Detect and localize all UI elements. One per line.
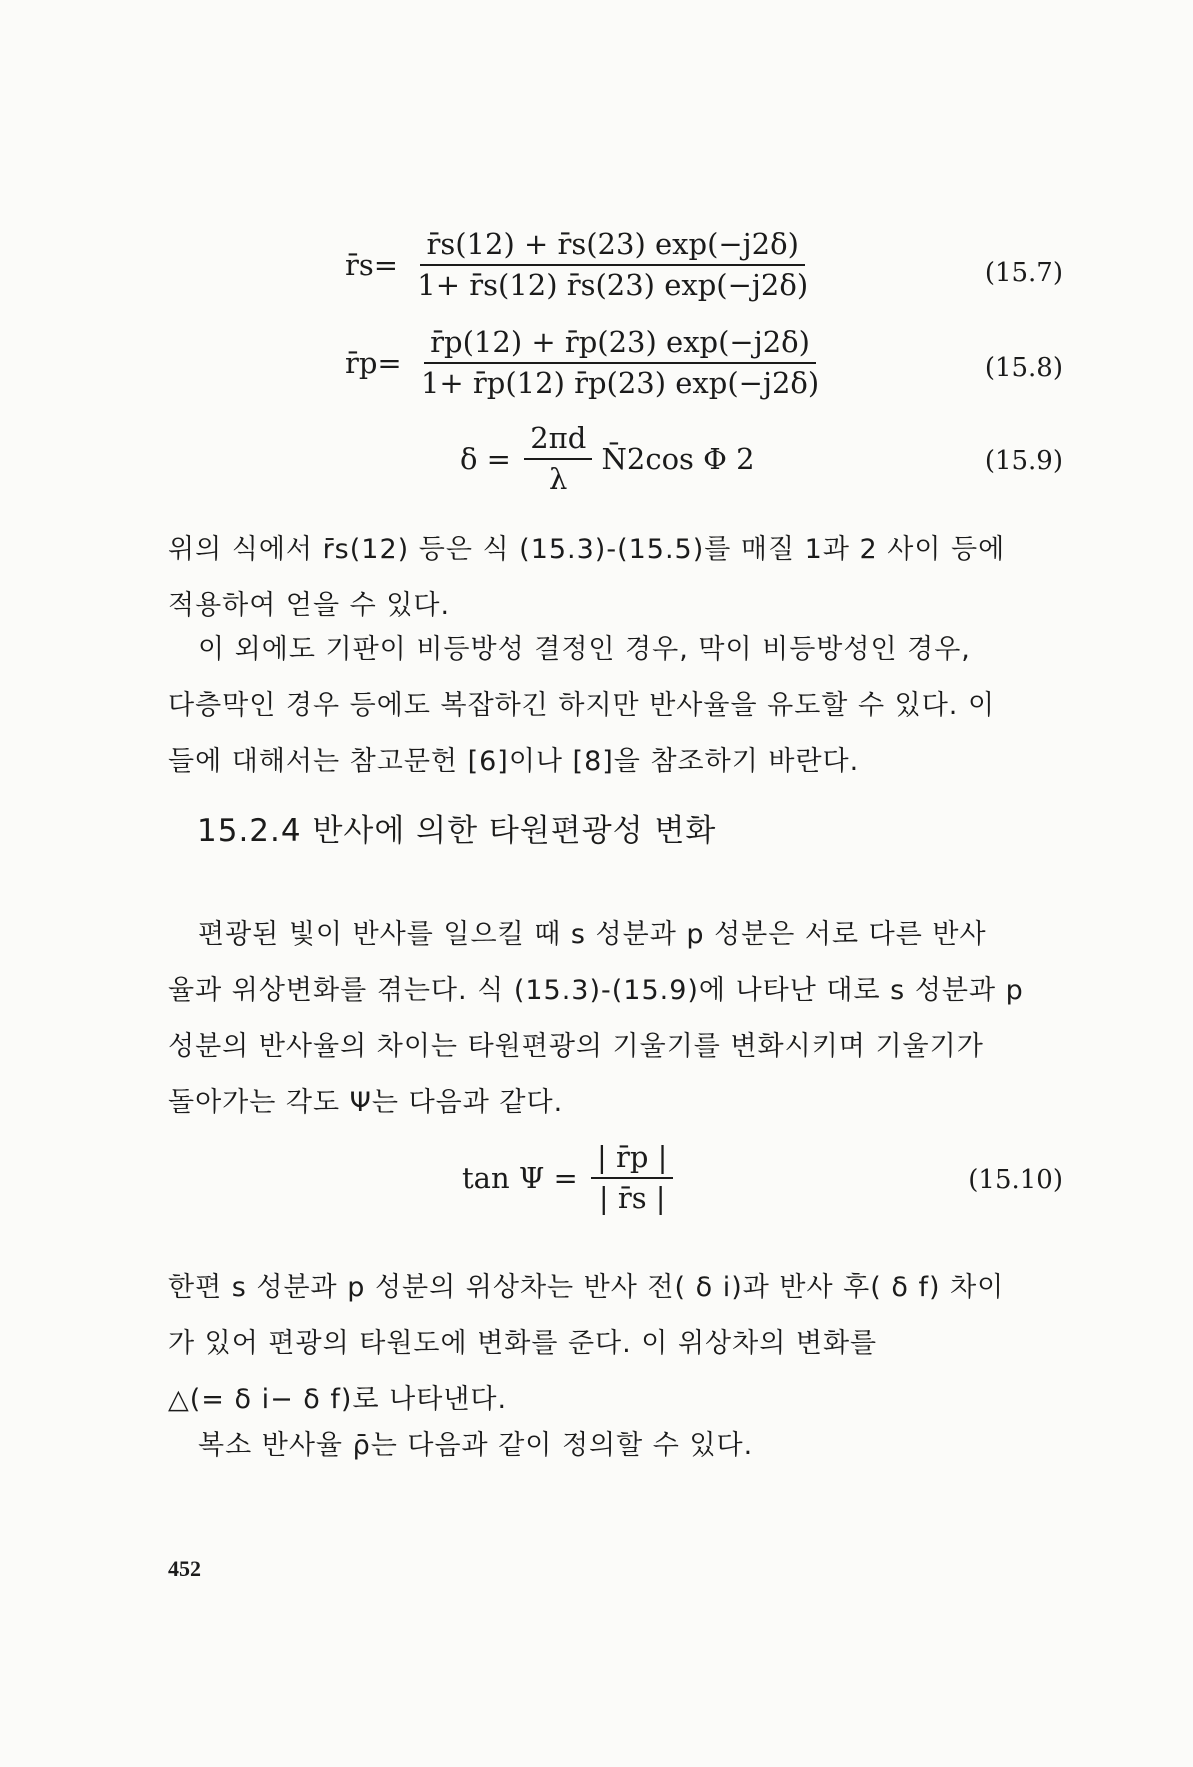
paragraph [168,522,1063,634]
text-line: △(= δ i− δ f)로 나타낸다. [168,1384,508,1415]
equation-fraction [415,323,825,403]
equation-denominator: 1+ r̄s(12) r̄s(23) exp(−j2δ) [417,268,809,303]
equation-numerator: r̄s(12) + r̄s(23) exp(−j2δ) [420,225,804,266]
equation-denominator: 1+ r̄p(12) r̄p(23) exp(−j2δ) [420,366,820,401]
text-line: 이 외에도 기판이 비등방성 결정인 경우, 막이 비등방성인 경우, [198,634,971,665]
text-line: 편광된 빛이 반사를 일으킬 때 s 성분과 p 성분은 서로 다른 반사 [198,919,987,950]
text-line: 한편 s 성분과 p 성분의 위상차는 반사 전( δ i)과 반사 후( δ f) 차이 [168,1272,1005,1303]
equation-numerator: | r̄p | [591,1138,673,1179]
equation-fraction [524,419,592,499]
equation-lhs: δ = [460,442,511,477]
section-heading: 15.2.4 반사에 의한 타원편광성 변화 [197,813,717,849]
equation-denominator: | r̄s | [598,1181,666,1216]
equation-fraction [411,225,814,305]
equation-rhs: N̄2cos Φ 2 [601,442,755,477]
equation-15-9 [460,419,755,499]
text-line: 율과 위상변화를 겪는다. 식 (15.3)-(15.9)에 나타난 대로 s 성분과 p [168,975,1024,1006]
equation-15-8 [345,323,825,403]
equation-lhs: tan Ψ = [462,1161,578,1196]
equation-number: (15.8) [984,353,1063,383]
equation-15-10 [462,1138,673,1218]
paragraph [168,622,1063,790]
equation-numerator: r̄p(12) + r̄p(23) exp(−j2δ) [424,323,816,364]
equation-numerator: 2πd [524,419,592,460]
equation-15-7 [345,225,814,305]
equation-number: (15.10) [968,1165,1063,1195]
equation-lhs: r̄s= [345,248,399,283]
text-line: 다층막인 경우 등에도 복잡하긴 하지만 반사율을 유도할 수 있다. 이 [168,690,996,721]
text-line: 복소 반사율 ρ̄는 다음과 같이 정의할 수 있다. [198,1430,754,1461]
equation-fraction [591,1138,673,1218]
text-line: 들에 대해서는 참고문헌 [6]이나 [8]을 참조하기 바란다. [168,746,860,777]
paragraph [168,1260,1063,1428]
paragraph [168,907,1063,1131]
text-line: 적용하여 얻을 수 있다. [168,590,451,621]
equation-number: (15.9) [984,446,1063,476]
paragraph [168,1418,1063,1474]
text-line: 성분의 반사율의 차이는 타원편광의 기울기를 변화시키며 기울기가 [168,1031,984,1062]
text-line: 위의 식에서 r̄s(12) 등은 식 (15.3)-(15.5)를 매질 1과 2 사이 등에 [168,534,1006,565]
equation-lhs: r̄p= [345,346,402,381]
page-number: 452 [168,1556,201,1581]
equation-denominator: λ [549,462,568,497]
text-line: 돌아가는 각도 Ψ는 다음과 같다. [168,1087,564,1118]
equation-number: (15.7) [984,258,1063,288]
text-line: 가 있어 편광의 타원도에 변화를 준다. 이 위상차의 변화를 [168,1328,878,1359]
